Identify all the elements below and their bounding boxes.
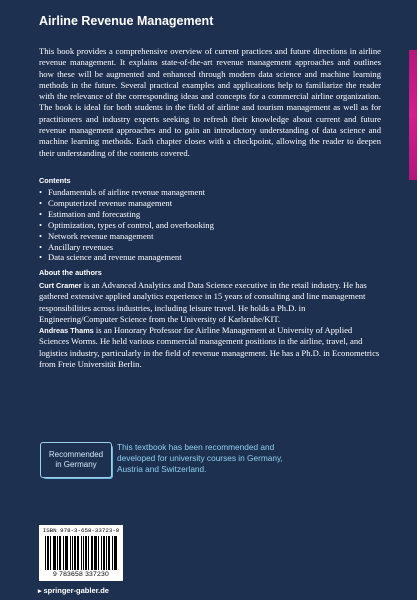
barcode-bars [45,536,117,570]
arrow-icon: ▸ [38,588,42,595]
list-item: • Network revenue management [39,231,369,242]
list-item: • Estimation and forecasting [39,209,369,220]
book-title: Airline Revenue Management [39,14,214,28]
list-item: • Data science and revenue management [39,252,369,263]
recommended-badge-label: Recommended in Germany [48,450,104,469]
contents-heading: Contents [39,176,71,185]
book-description: This book provides a comprehensive overview of current practices and future directions in airline revenue management. It explains state-of-the-art revenue management approaches and outlines how these will be augmented and enhanced through modern data science and machine learning methods in the future. Several practical examples and applications help to familiarize the reader with the relevance of the corresponding ideas and concepts for a commercial airline organization. The book is ideal for both students in the field of airline and tourism management as well as for practitioners and industry experts seeking to refresh their knowledge about current and future revenue management approaches and to gain an introductory understanding of data science and machine learning methods. Each chapter closes with a checkpoint, allowing the reader to deepen their understanding of the contents covered. [39,46,381,158]
list-item: • Ancillary revenues [39,242,369,253]
list-item: • Computerized revenue management [39,198,369,209]
barcode-number: 9 783658 337230 [53,571,109,578]
recommendation-text: This textbook has been recommended and developed for university courses in Germany, Austria and Switzerland. [117,442,283,474]
author-name: Andreas Thams [39,326,94,336]
author-bio [39,325,383,370]
author-bio-text: is an Advanced Analytics and Data Science executive in the retail industry. He has gathered extensive applied analytics experience in 15 years of consulting and line management responsibilities across industries, including leisure travel. He holds a Ph.D. in Engineering/Computer Science from the University of Karlsruhe/KIT. [39,280,367,324]
author-bio [39,280,383,325]
recommended-badge [40,442,112,478]
barcode [39,525,123,581]
author-bio-text: is an Honorary Professor for Airline Management at University of Applied Sciences Worms. He held various commercial management positions in the airline, travel, and logistics industry, particularly in the field of revenue management. He has a Ph.D. in Econometrics from Freie Universität Berlin. [39,325,380,370]
publisher-website [38,586,109,595]
isbn-label: ISBN 978-3-658-33723-0 [42,527,120,534]
authors-heading: About the authors [39,268,102,277]
authors-section [39,280,383,370]
author-name: Curt Cramer [39,281,82,290]
list-item: • Optimization, types of control, and overbooking [39,220,369,231]
website-label: springer-gabler.de [43,586,109,595]
contents-list [39,187,369,263]
magenta-accent-strip [409,50,417,180]
list-item: • Fundamentals of airline revenue management [39,187,369,198]
